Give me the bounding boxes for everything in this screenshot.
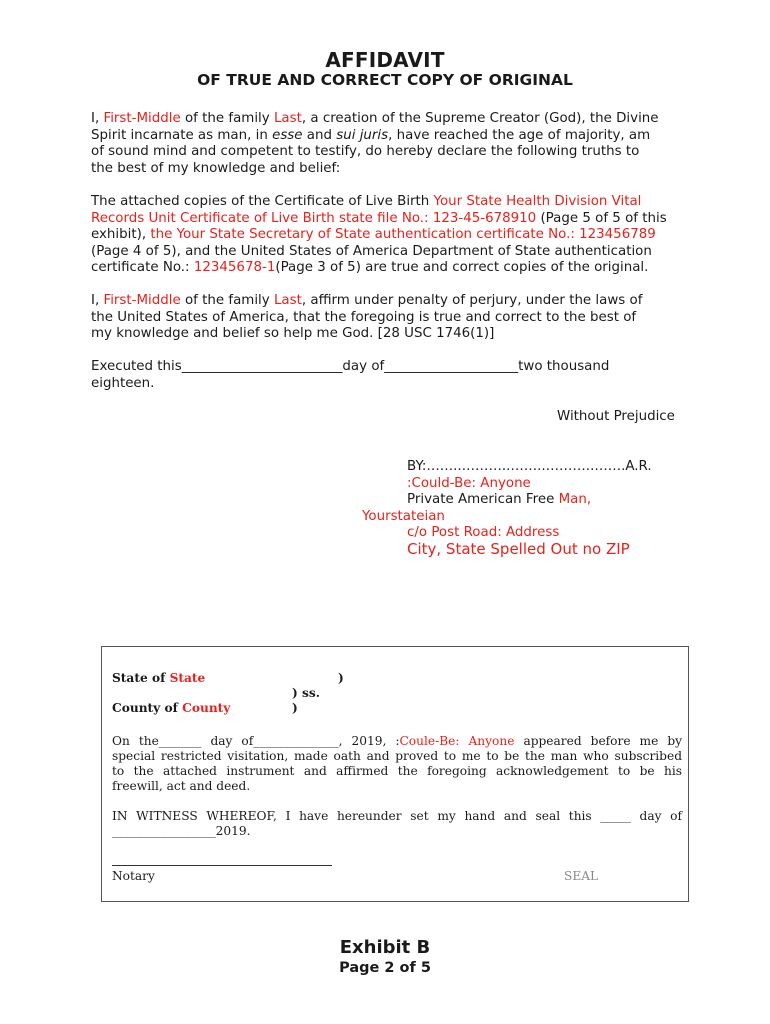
county-label: County of County [112, 701, 231, 715]
signature-line: BY:……..………..……..………..…….A.R. [407, 459, 652, 474]
signer-address: c/o Post Road: Address [407, 525, 560, 540]
signer-city: City, State Spelled Out no ZIP [407, 540, 630, 558]
ss-label: ) ss. [292, 686, 320, 700]
page-number: Page 2 of 5 [339, 960, 431, 976]
first-middle-name: First-Middle [103, 111, 181, 126]
state-label: State of State [112, 671, 206, 685]
witness-text: IN WITNESS WHEREOF, I have hereunder set my hand and seal this _____ day of _________________2019. [112, 809, 682, 838]
attached-copies-paragraph: The attached copies of the Certificate of Live Birth Your State Health Division Vital Records Unit Certificate of Live Birth state file No.: 123-45-678910 (Page 5 of 5 of this exhibit), the Your State Secretary of State authentication certificate No.: 123456789 (Page 4 of 5), and the United States of America Department of State authentication certificate No.: 12345678-1(Page 3 of 5) are true and correct copies of the original. [91, 194, 667, 276]
last-name: Last [273, 111, 302, 126]
signer-state: Yourstateian [362, 509, 445, 524]
seal-label: SEAL [564, 869, 599, 883]
perjury-paragraph: I, First-Middle of the family Last, affirm under penalty of perjury, under the laws of the United States of America, that the foregoing is true and correct to the best of my knowledge and belief so help me God. [28 USC 1746(1)] [91, 293, 643, 342]
document-subtitle: OF TRUE AND CORRECT COPY OF ORIGINAL [197, 71, 573, 89]
signer-name: :Could-Be: Anyone [407, 476, 531, 491]
document-title: AFFIDAVIT [325, 48, 445, 72]
notary-signature-line [112, 865, 332, 866]
exhibit-label: Exhibit B [339, 937, 431, 958]
notary-acknowledgement-box: State of State ) ) ss. County of County ) On the_______ day of______________, 2019, :Coule-Be: Anyone appeared before me by special restricted visitation, made oath and proved to me to be the man who subscribed to the attached instrument and affirmed the foregoing acknowledgement to be his freewill, act and deed. IN WITNESS WHEREOF, I have hereunder set my hand and seal this _____ day of _________________2019. Notary SEAL [101, 646, 689, 902]
notary-label: Notary [112, 869, 155, 883]
declaration-paragraph: I, First-Middle of the family Last, a creation of the Supreme Creator (God), the Divine Spirit incarnate as man, in esse and sui juris, have reached the age of majority, am of sound mind and competent to testify, do hereby declare the following truths to the best of my knowledge and belief: [91, 111, 659, 176]
without-prejudice: Without Prejudice [557, 409, 675, 424]
signer-status: Private American Free Man, [407, 492, 592, 507]
acknowledgement-text: On the_______ day of______________, 2019, :Coule-Be: Anyone appeared before me by special restricted visitation, made oath and proved to me to be the man who subscribed to the attached instrument and affirmed the foregoing acknowledgement to be his freewill, act and deed. [112, 734, 683, 793]
executed-paragraph: Executed this________________________day of____________________two thousand eighteen. [91, 359, 610, 391]
